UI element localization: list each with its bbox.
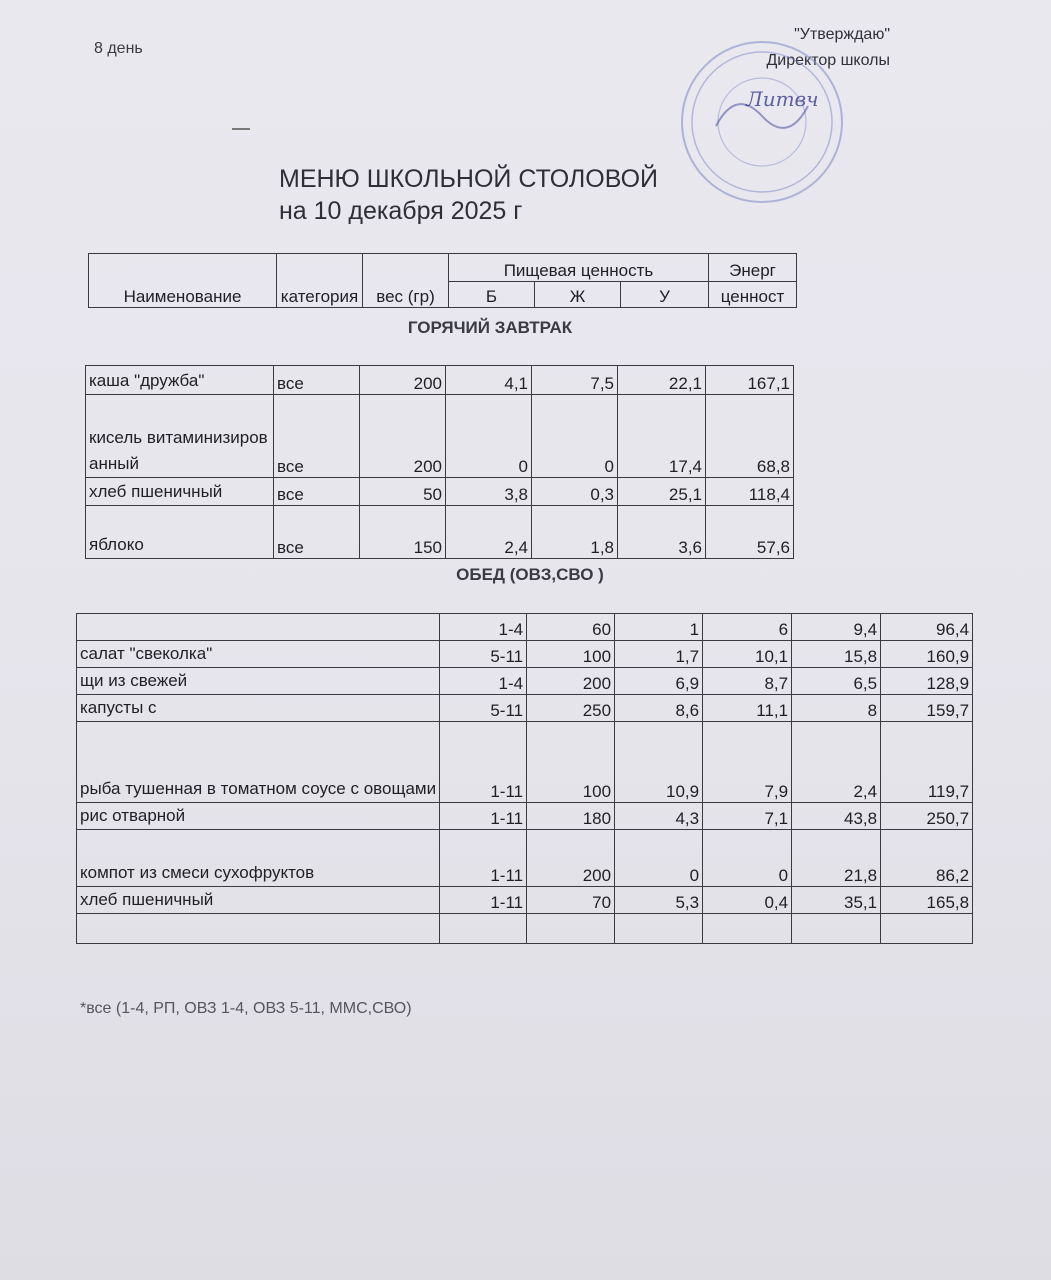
dish-name: щи из свежей	[77, 668, 440, 695]
dish-weight: 180	[527, 803, 615, 830]
dish-category: 1-11	[440, 830, 527, 887]
header-protein: Б	[449, 282, 535, 308]
dish-energy: 159,7	[881, 695, 973, 722]
dish-fat: 1,8	[532, 506, 618, 559]
dish-category: все	[274, 395, 360, 478]
header-name: Наименование	[89, 254, 277, 308]
dish-carbs: 17,4	[618, 395, 706, 478]
table-row	[77, 668, 973, 695]
dish-protein: 2,4	[446, 506, 532, 559]
dish-weight: 100	[527, 722, 615, 803]
dish-category: 1-11	[440, 887, 527, 914]
dish-name: кисель витаминизированный	[86, 395, 274, 478]
menu-header-table	[88, 253, 797, 308]
dish-weight: 200	[527, 668, 615, 695]
dish-energy: 96,4	[881, 614, 973, 641]
table-row	[77, 695, 973, 722]
dish-energy: 160,9	[881, 641, 973, 668]
dish-energy: 118,4	[706, 478, 794, 506]
title-line-1: МЕНЮ ШКОЛЬНОЙ СТОЛОВОЙ	[279, 165, 658, 193]
dish-category: 1-4	[440, 614, 527, 641]
signature: Литвч	[746, 87, 819, 111]
dish-category: 1-4	[440, 668, 527, 695]
dish-carbs: 25,1	[618, 478, 706, 506]
table-row	[77, 803, 973, 830]
dish-carbs: 6,5	[792, 668, 881, 695]
dish-carbs: 35,1	[792, 887, 881, 914]
dish-carbs: 2,4	[792, 722, 881, 803]
dish-name: рыба тушенная в томатном соусе с овощами	[77, 722, 440, 803]
dish-category: все	[274, 366, 360, 395]
section-title-lunch: ОБЕД (ОВЗ,СВО )	[456, 565, 604, 584]
dish-fat: 0	[532, 395, 618, 478]
dish-fat: 6	[703, 614, 792, 641]
dish-name	[77, 914, 440, 944]
dish-fat: 7,9	[703, 722, 792, 803]
dish-weight: 250	[527, 695, 615, 722]
dish-energy: 119,7	[881, 722, 973, 803]
dish-carbs: 3,6	[618, 506, 706, 559]
dish-carbs: 9,4	[792, 614, 881, 641]
header-energy-bottom: ценност	[709, 282, 797, 308]
dish-category	[440, 914, 527, 944]
footnote: *все (1-4, РП, ОВЗ 1-4, ОВЗ 5-11, ММС,СВО)	[80, 1000, 412, 1017]
dish-name: компот из смеси сухофруктов	[77, 830, 440, 887]
dish-protein	[615, 914, 703, 944]
table-row	[77, 641, 973, 668]
dish-fat: 7,1	[703, 803, 792, 830]
stray-mark	[232, 128, 250, 130]
dish-fat: 0,3	[532, 478, 618, 506]
dish-protein: 0	[615, 830, 703, 887]
dish-energy: 167,1	[706, 366, 794, 395]
dish-name: капусты с	[77, 695, 440, 722]
breakfast-table	[85, 365, 794, 559]
dish-category: 1-11	[440, 722, 527, 803]
header-category: категория	[277, 254, 363, 308]
dish-weight: 50	[360, 478, 446, 506]
dish-weight	[527, 914, 615, 944]
dish-energy: 250,7	[881, 803, 973, 830]
dish-category: 5-11	[440, 695, 527, 722]
dish-carbs: 15,8	[792, 641, 881, 668]
dish-category: 1-11	[440, 803, 527, 830]
dish-name	[77, 614, 440, 641]
dish-weight: 200	[527, 830, 615, 887]
header-weight: вес (гр)	[363, 254, 449, 308]
dish-weight: 200	[360, 395, 446, 478]
header-carbs: У	[621, 282, 709, 308]
dish-energy: 57,6	[706, 506, 794, 559]
dish-carbs	[792, 914, 881, 944]
dish-fat	[703, 914, 792, 944]
header-energy-top: Энерг	[709, 254, 797, 282]
dish-fat: 0,4	[703, 887, 792, 914]
dish-name: рис отварной	[77, 803, 440, 830]
dish-protein: 5,3	[615, 887, 703, 914]
dish-weight: 60	[527, 614, 615, 641]
dish-fat: 0	[703, 830, 792, 887]
dish-category: все	[274, 506, 360, 559]
dish-energy: 68,8	[706, 395, 794, 478]
table-row	[77, 614, 973, 641]
table-row-empty	[77, 914, 973, 944]
dish-carbs: 21,8	[792, 830, 881, 887]
page-title	[279, 163, 658, 227]
dish-energy	[881, 914, 973, 944]
header-fat: Ж	[535, 282, 621, 308]
header-nutrition: Пищевая ценность	[449, 254, 709, 282]
dish-carbs: 43,8	[792, 803, 881, 830]
dish-weight: 200	[360, 366, 446, 395]
dish-energy: 128,9	[881, 668, 973, 695]
dish-protein: 4,3	[615, 803, 703, 830]
table-row	[86, 506, 794, 559]
dish-energy: 165,8	[881, 887, 973, 914]
dish-carbs: 22,1	[618, 366, 706, 395]
section-title-breakfast: ГОРЯЧИЙ ЗАВТРАК	[407, 318, 573, 337]
dish-fat: 11,1	[703, 695, 792, 722]
approval-role: Директор школы	[766, 52, 890, 69]
table-row	[77, 722, 973, 803]
dish-category: все	[274, 478, 360, 506]
dish-weight: 100	[527, 641, 615, 668]
dish-protein: 1	[615, 614, 703, 641]
dish-protein: 0	[446, 395, 532, 478]
day-label: 8 день	[94, 40, 143, 57]
dish-name: хлеб пшеничный	[86, 478, 274, 506]
lunch-table	[76, 613, 973, 944]
dish-protein: 8,6	[615, 695, 703, 722]
dish-fat: 10,1	[703, 641, 792, 668]
dish-name: хлеб пшеничный	[77, 887, 440, 914]
dish-energy: 86,2	[881, 830, 973, 887]
dish-protein: 6,9	[615, 668, 703, 695]
dish-name: яблоко	[86, 506, 274, 559]
dish-carbs: 8	[792, 695, 881, 722]
title-line-2: на 10 декабря 2025 г	[279, 197, 523, 225]
dish-fat: 7,5	[532, 366, 618, 395]
dish-name: каша "дружба"	[86, 366, 274, 395]
table-row	[86, 395, 794, 478]
dish-protein: 10,9	[615, 722, 703, 803]
approval-quote: "Утверждаю"	[794, 26, 890, 43]
dish-name: салат "свеколка"	[77, 641, 440, 668]
dish-protein: 3,8	[446, 478, 532, 506]
dish-fat: 8,7	[703, 668, 792, 695]
dish-category: 5-11	[440, 641, 527, 668]
table-row	[77, 887, 973, 914]
school-stamp	[676, 36, 848, 208]
table-row	[86, 478, 794, 506]
table-row	[86, 366, 794, 395]
dish-protein: 4,1	[446, 366, 532, 395]
dish-protein: 1,7	[615, 641, 703, 668]
dish-weight: 70	[527, 887, 615, 914]
table-row	[77, 830, 973, 887]
dish-weight: 150	[360, 506, 446, 559]
